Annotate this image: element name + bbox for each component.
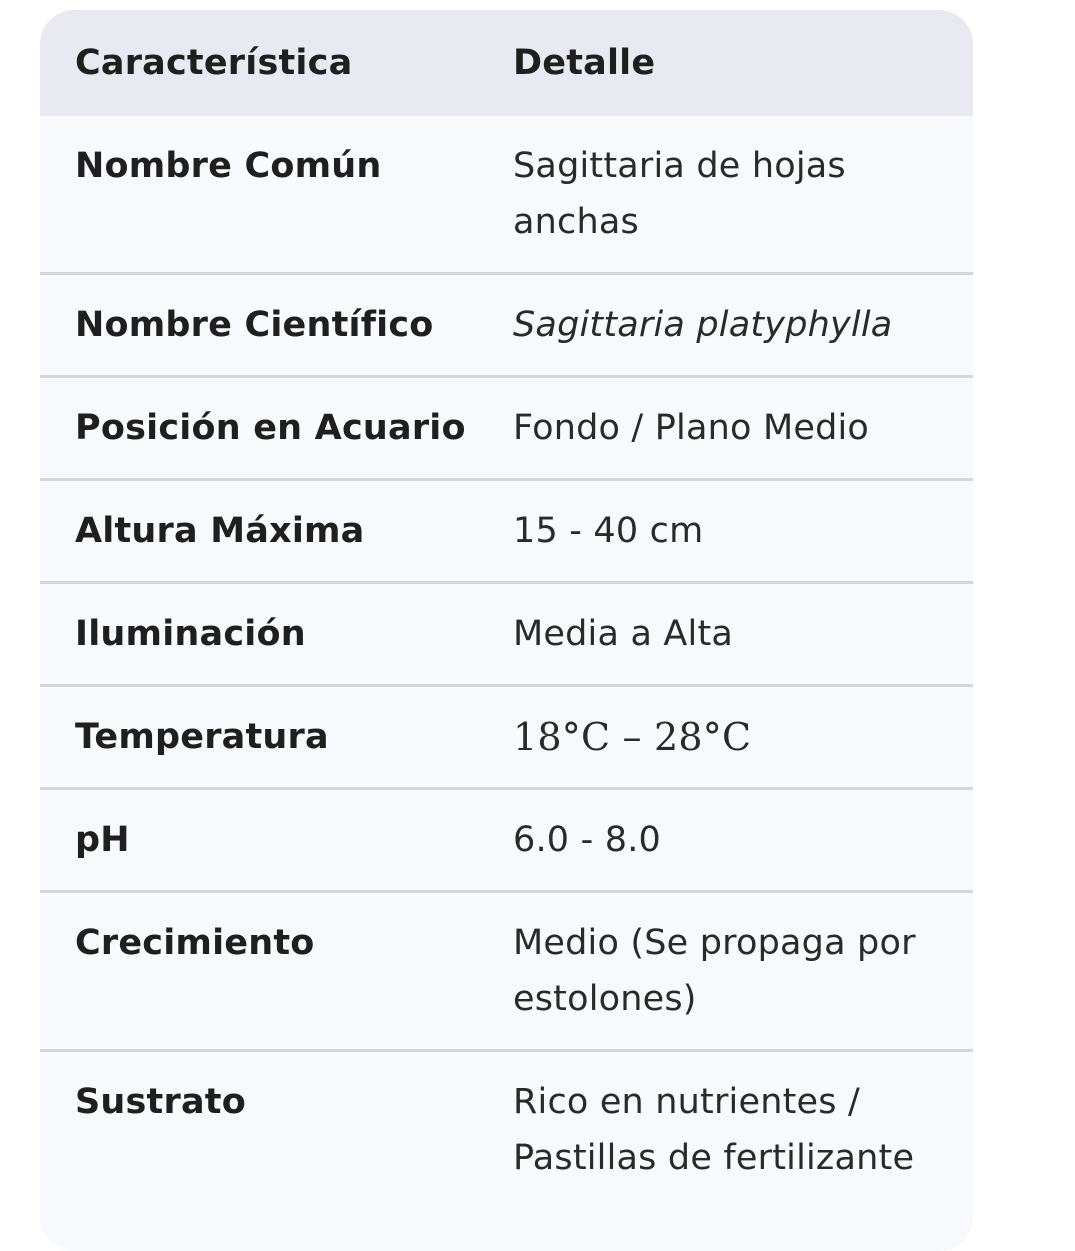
data-table [40,10,973,1251]
row-label: Crecimiento [75,923,315,963]
row-label: Nombre Común [75,146,382,186]
header-cell-feature: Característica [75,43,353,83]
table-row-lighting [40,584,973,687]
row-label: Altura Máxima [75,511,365,551]
header-cell-detail: Detalle [513,43,656,83]
row-label: Sustrato [75,1082,246,1122]
row-value: Sagittaria platyphylla [513,305,893,345]
table-row-temperature [40,687,973,790]
table-row-scientific-name [40,275,973,378]
row-value: 6.0 - 8.0 [513,820,662,860]
table-row-ph [40,790,973,893]
row-label: Iluminación [75,614,306,654]
table-row-max-height [40,481,973,584]
row-value: Sagittaria de hojas anchas [513,146,846,242]
row-value: Fondo / Plano Medio [513,408,870,448]
row-label: Temperatura [75,717,329,757]
table-row-common-name [40,116,973,275]
row-label: Nombre Científico [75,305,434,345]
row-value: 15 - 40 cm [513,511,704,551]
table-header-row [40,10,973,116]
row-value: Media a Alta [513,614,734,654]
row-label: Posición en Acuario [75,408,466,448]
row-value: 18°C – 28°C [513,715,752,759]
row-value: Medio (Se propaga por estolones) [513,923,916,1019]
row-value: Rico en nutrientes / Pastillas de fertilizante [513,1082,915,1178]
table-row-position [40,378,973,481]
table-row-substrate [40,1052,973,1208]
row-label: pH [75,820,130,860]
table-row-growth [40,893,973,1052]
